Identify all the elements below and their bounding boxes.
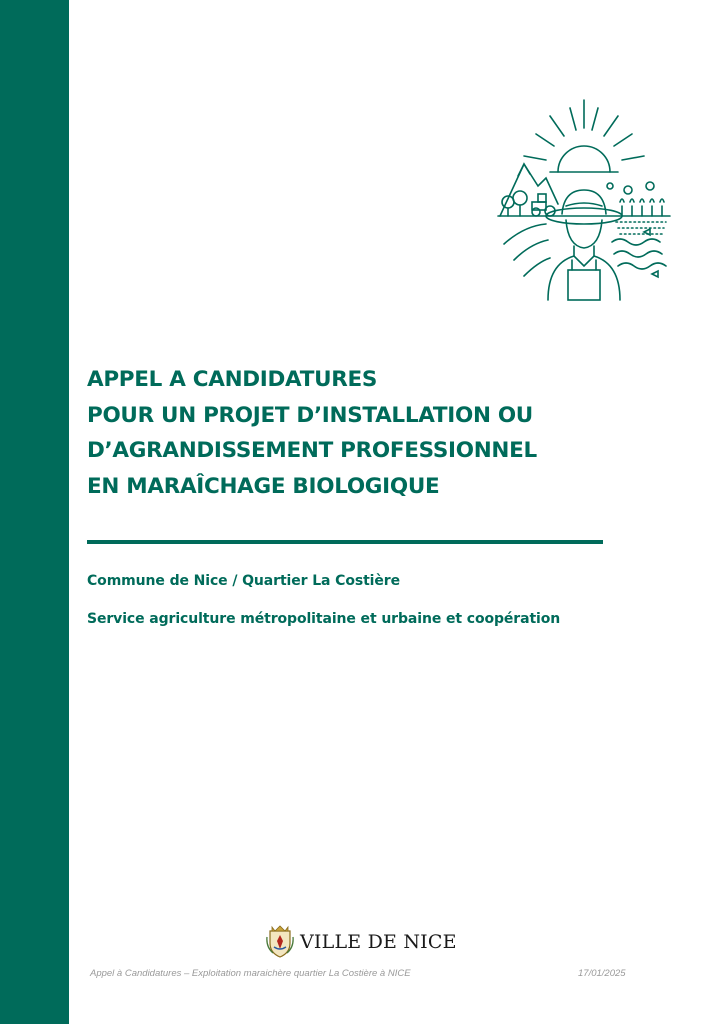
farmer-landscape-icon	[494, 94, 674, 304]
side-color-band	[0, 0, 69, 1024]
logo-text: VILLE DE NICE	[300, 931, 457, 953]
subtitle-service: Service agriculture métropolitaine et urbaine et coopération	[87, 611, 561, 627]
subtitle-location: Commune de Nice / Quartier La Costière	[87, 573, 400, 589]
title-line-4: EN MARAÎCHAGE BIOLOGIQUE	[87, 473, 440, 499]
footer-document-label: Appel à Candidatures – Exploitation maraichère quartier La Costière à NICE	[90, 968, 411, 979]
city-crest-icon	[266, 925, 294, 959]
document-title	[87, 362, 617, 504]
title-line-1: APPEL A CANDIDATURES	[87, 367, 378, 392]
title-line-3: D’AGRANDISSEMENT PROFESSIONNEL	[87, 438, 537, 463]
footer-date: 17/01/2025	[578, 968, 626, 979]
ville-de-nice-logo	[266, 924, 457, 960]
title-divider	[87, 540, 603, 544]
title-line-2: POUR UN PROJET D’INSTALLATION OU	[87, 402, 533, 428]
